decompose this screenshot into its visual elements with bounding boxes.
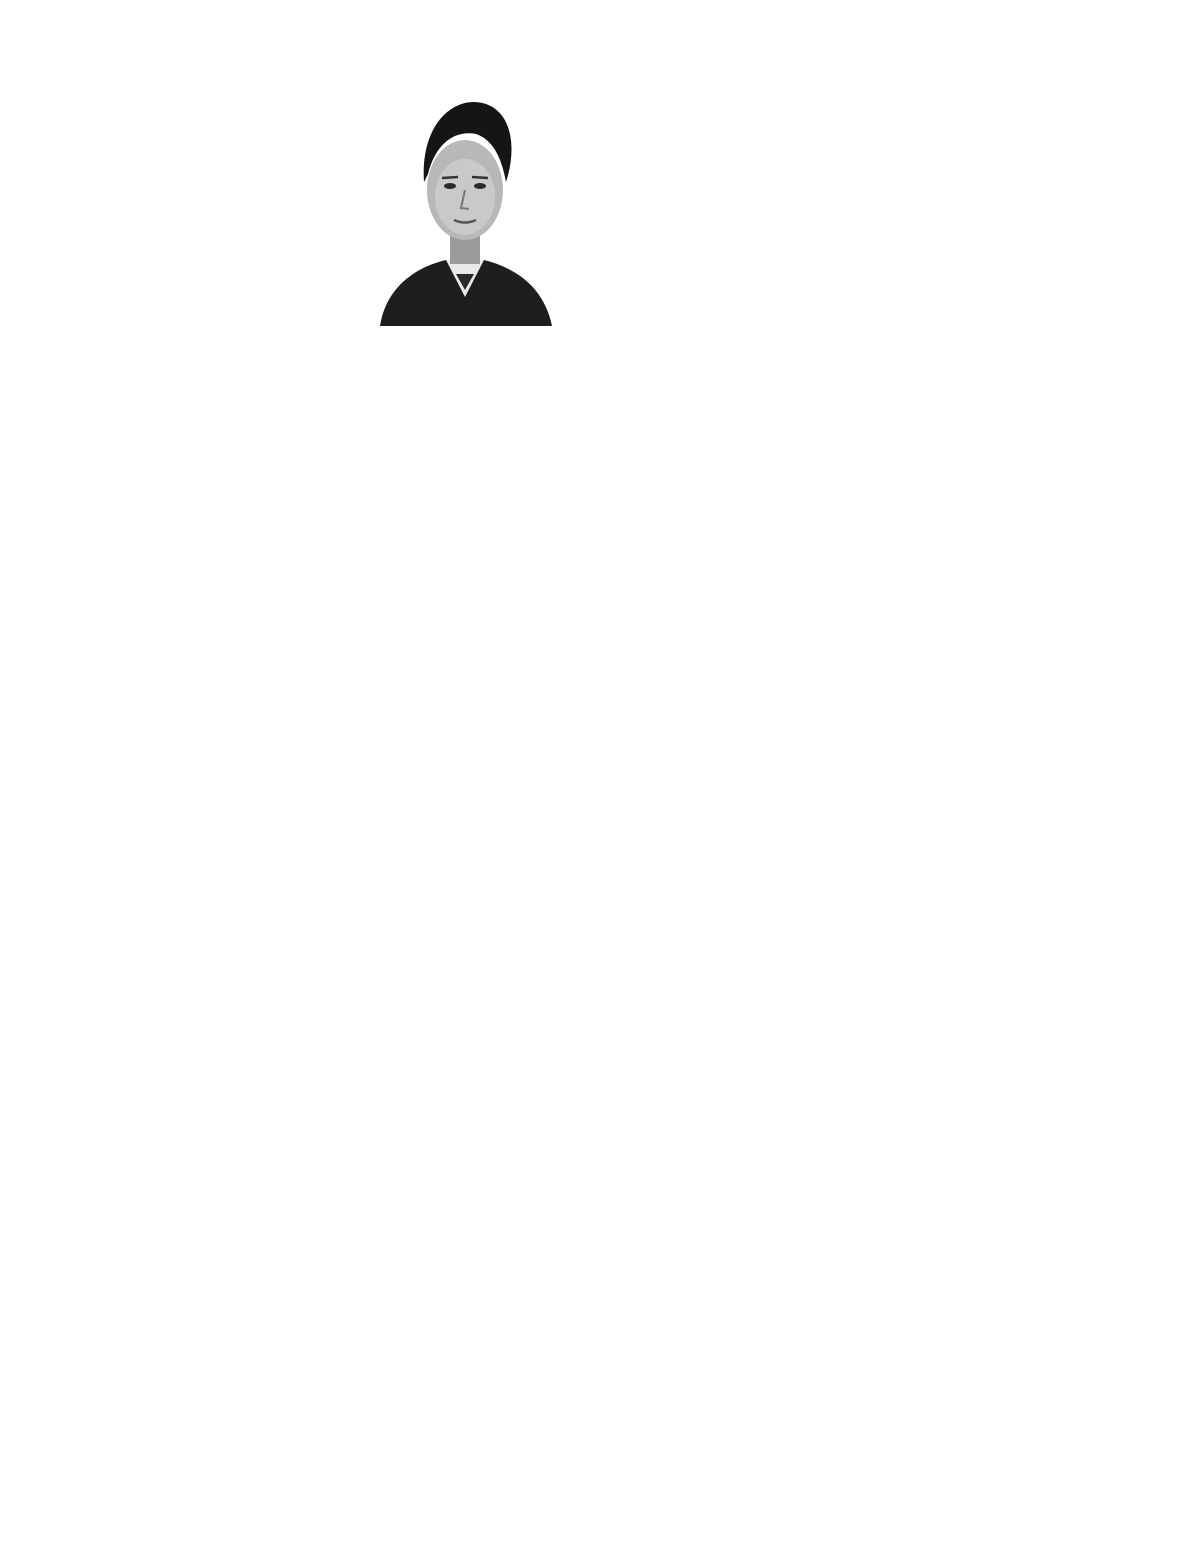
jose-rizal-portrait	[376, 82, 554, 326]
